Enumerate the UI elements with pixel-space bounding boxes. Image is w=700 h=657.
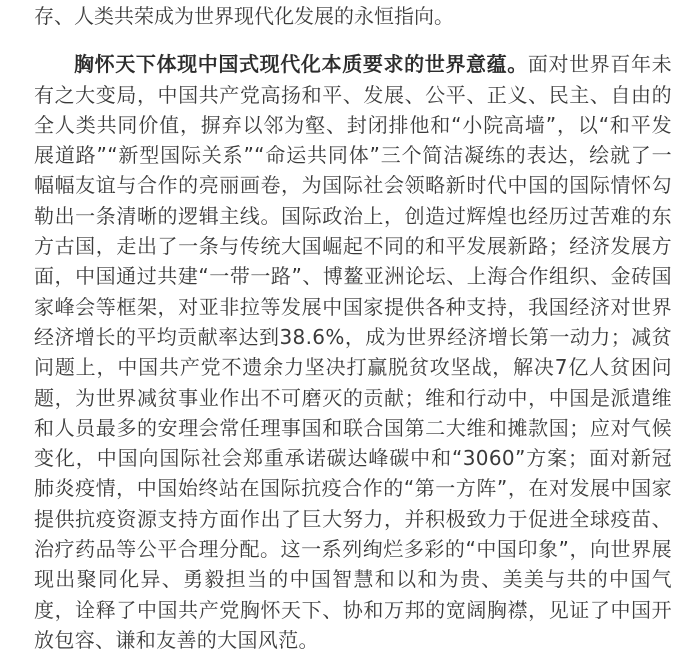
article-paragraph <box>34 49 672 655</box>
paragraph-heading: 胸怀天下体现中国式现代化本质要求的世界意蕴。 <box>74 52 528 77</box>
paragraph-body: 面对世界百年未有之大变局，中国共产党高扬和平、发展、公平、正义、民主、自由的全人类共同价值，摒弃以邻为壑、封闭排他和“小院高墙”，以“和平发展道路”“新型国际关系”“命运共同体”三个简洁凝练的表达，绘就了一幅幅友谊与合作的亮丽画卷，为国际社会领略新时代中国的国际情怀勾勒出一条清晰的逻辑主线。国际政治上，创造过辉煌也经历过苦难的东方古国，走出了一条与传统大国崛起不同的和平发展新路；经济发展方面，中国通过共建“一带一路”、博鳌亚洲论坛、上海合作组织、金砖国家峰会等框架，对亚非拉等发展中国家提供各种支持，我国经济对世界经济增长的平均贡献率达到38.6%，成为世界经济增长第一动力；减贫问题上，中国共产党不遗余力坚决打赢脱贫攻坚战，解决7亿人贫困问题，为世界减贫事业作出不可磨灭的贡献；维和行动中，中国是派遣维和人员最多的安理会常任理事国和联合国第二大维和摊款国；应对气候变化，中国向国际社会郑重承诺碳达峰碳中和“3060”方案；面对新冠肺炎疫情，中国始终站在国际抗疫合作的“第一方阵”，在对发展中国家提供抗疫资源支持方面作出了巨大努力，并积极致力于促进全球疫苗、治疗药品等公平合理分配。这一系列绚烂多彩的“中国印象”，向世界展现出聚同化异、勇毅担当的中国智慧和以和为贵、美美与共的中国气度，诠释了中国共产党胸怀天下、协和万邦的宽阔胸襟，见证了中国开放包容、谦和友善的大国风范。 <box>34 52 673 652</box>
previous-paragraph-tail: 存、人类共荣成为世界现代化发展的永恒指向。 <box>34 4 454 28</box>
